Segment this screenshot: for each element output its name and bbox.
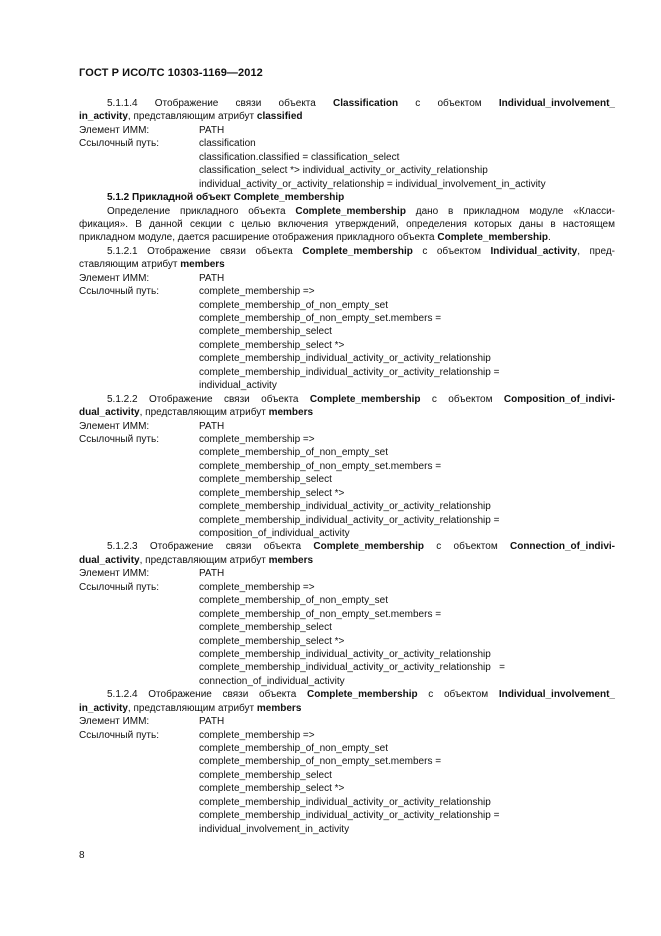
path-line: complete_membership_individual_activity_or_activity_relationship =	[199, 514, 500, 526]
section-5-1-2-3-title-cont: dual_activity, представляющим атрибут members	[79, 554, 314, 566]
paragraph-line: Определение прикладного объекта Complete_membership дано в прикладном модуле «Класси-	[107, 205, 616, 217]
path-line: complete_membership_select *>	[199, 783, 345, 795]
path-line: classification.classified = classification_select	[199, 151, 400, 163]
path-line: complete_membership_of_non_empty_set	[199, 447, 388, 459]
path-line: individual_involvement_in_activity	[199, 823, 350, 835]
element-row: Элемент ИММ: PATH	[79, 716, 225, 728]
refpath-row: Ссылочный путь: complete_membership =>	[79, 286, 315, 298]
path-line: individual_activity	[199, 380, 277, 392]
section-5-1-1-4-title: 5.1.1.4 Отображение связи объекта Classification с объектом Individual_involvement_	[107, 98, 615, 109]
refpath-row: Ссылочный путь: complete_membership =>	[79, 433, 315, 445]
path-line: classification_select *> individual_activity_or_activity_relationship	[199, 165, 488, 177]
element-row: Элемент ИММ: PATH	[79, 420, 225, 432]
path-line: complete_membership_select	[199, 474, 332, 486]
path-line: complete_membership_select	[199, 326, 332, 338]
refpath-row: Ссылочный путь: complete_membership =>	[79, 581, 315, 593]
element-row: Элемент ИММ: PATH	[79, 568, 225, 580]
section-5-1-2-4-title: 5.1.2.4 Отображение связи объекта Complete_membership с объектом Individual_involvement_	[107, 689, 615, 701]
path-line: complete_membership_individual_activity_or_activity_relationship	[199, 796, 491, 808]
element-row: Элемент ИММ: PATH	[79, 272, 225, 284]
path-line: complete_membership_individual_activity_or_activity_relationship =	[199, 810, 500, 822]
section-5-1-2-4-title-cont: in_activity, представляющим атрибут members	[79, 702, 302, 714]
path-line: complete_membership_individual_activity_or_activity_relationship	[199, 648, 491, 660]
path-line: complete_membership_of_non_empty_set.members =	[199, 460, 442, 472]
section-5-1-2-3-title: 5.1.2.3 Отображение связи объекта Complete_membership с объектом Connection_of_indivi-	[107, 541, 615, 553]
path-line: complete_membership_select	[199, 622, 332, 634]
section-5-1-2-2-title-cont: dual_activity, представляющим атрибут members	[79, 407, 314, 419]
path-line: complete_membership_of_non_empty_set	[199, 299, 388, 311]
page-number: 8	[79, 850, 85, 861]
element-row: Элемент ИММ: PATH	[79, 124, 225, 136]
path-line: complete_membership_individual_activity_or_activity_relationship	[199, 501, 491, 513]
paragraph-line: фикация». В данной секции с целью включения утверждений, определения которых даны в настоящем	[79, 218, 615, 230]
path-line: complete_membership_select *>	[199, 635, 345, 647]
document-body	[79, 97, 615, 836]
section-5-1-1-4-title-cont: in_activity, представляющим атрибут classified	[79, 111, 303, 123]
page-header: ГОСТ Р ИСО/ТС 10303-1169—2012	[79, 67, 263, 79]
path-line: complete_membership_select *>	[199, 487, 345, 499]
section-5-1-2-1-title: 5.1.2.1 Отображение связи объекта Complete_membership с объектом Individual_activity, пред-	[107, 245, 615, 257]
path-line: complete_membership_individual_activity_or_activity_relationship	[199, 353, 491, 365]
section-5-1-2-heading: 5.1.2 Прикладной объект Complete_membership	[107, 192, 345, 204]
section-5-1-2-2-title: 5.1.2.2 Отображение связи объекта Complete_membership с объектом Composition_of_indivi-	[107, 393, 615, 405]
path-line: complete_membership_individual_activity_or_activity_relationship =	[199, 662, 505, 674]
section-5-1-2-1-title-cont: ставляющим атрибут members	[79, 259, 225, 271]
path-line: complete_membership_select	[199, 769, 332, 781]
path-line: individual_activity_or_activity_relationship = individual_involvement_in_activity	[199, 178, 546, 190]
path-line: complete_membership_of_non_empty_set.members =	[199, 756, 442, 768]
refpath-row: Ссылочный путь: complete_membership =>	[79, 729, 315, 741]
path-line: complete_membership_select *>	[199, 339, 345, 351]
path-line: connection_of_individual_activity	[199, 675, 345, 687]
path-line: complete_membership_individual_activity_or_activity_relationship =	[199, 366, 500, 378]
path-line: complete_membership_of_non_empty_set.members =	[199, 313, 442, 324]
paragraph-line: прикладном модуле, дается расширение отображения прикладного объекта Complete_membership.	[79, 232, 551, 244]
path-line: complete_membership_of_non_empty_set	[199, 595, 388, 607]
path-line: composition_of_individual_activity	[199, 528, 350, 539]
path-line: complete_membership_of_non_empty_set.members =	[199, 608, 442, 620]
path-line: complete_membership_of_non_empty_set	[199, 743, 388, 754]
refpath-row: Ссылочный путь: classification	[79, 138, 256, 150]
